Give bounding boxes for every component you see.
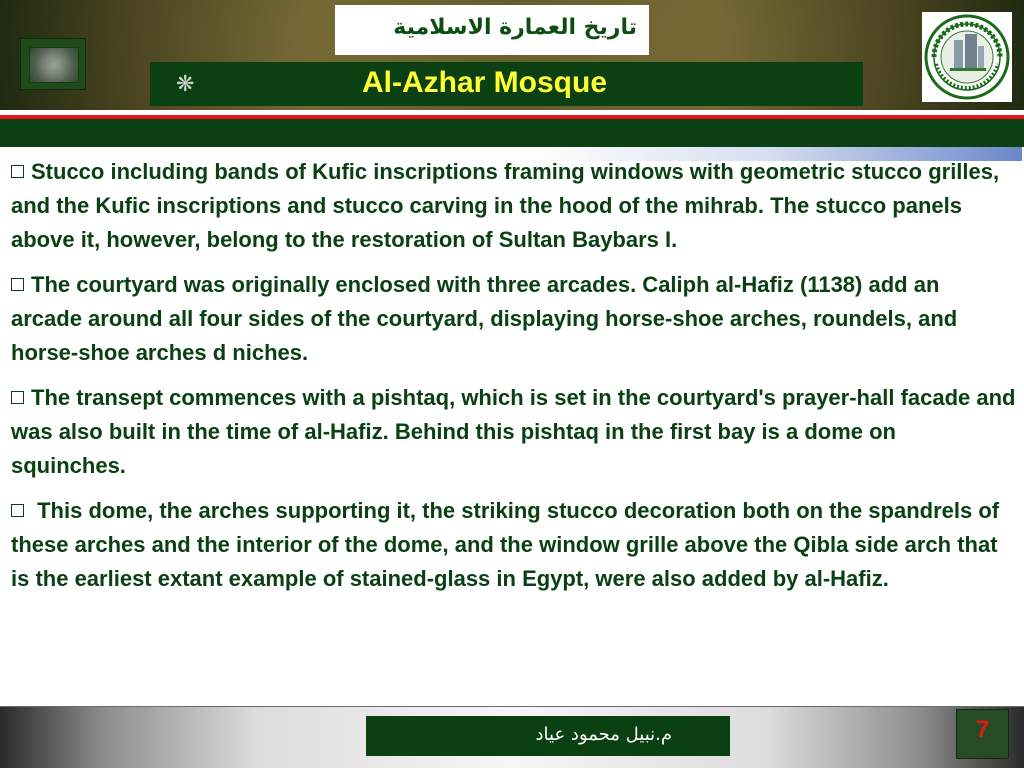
slide-footer — [0, 707, 1024, 768]
author-box — [366, 716, 730, 756]
nav-square-icon — [29, 47, 79, 83]
course-title-box — [335, 5, 649, 55]
nav-square-button[interactable] — [20, 38, 86, 90]
bullet-text: This dome, the arches supporting it, the striking stucco decoration both on the spandrels of these arches and the interior of the dome, and the window grille above the Qibla side arch that is the earliest extant example of stained-glass in Egypt, were also added by al-Hafiz. — [11, 498, 1000, 591]
course-title: تاريخ العمارة الاسلامية — [393, 15, 637, 40]
slide-header — [0, 0, 1024, 110]
bullet-text: The transept commences with a pishtaq, which is set in the courtyard's prayer-hall facade and was also built in the time of al-Hafiz. Behind this pishtaq in the first bay is a dome on squinches. — [11, 385, 1016, 478]
page-number-box[interactable] — [956, 709, 1009, 759]
header-dark-band — [0, 119, 1024, 147]
university-logo — [922, 12, 1012, 102]
bullet-item — [11, 381, 1016, 483]
title-bar — [150, 62, 863, 106]
star-icon: ❋ — [176, 72, 195, 97]
bullet-text: The courtyard was originally enclosed with three arcades. Caliph al-Hafiz (1138) add an arcade around all four sides of the courtyard, displaying horse-shoe arches, roundels, and horse-shoe arches d niches. — [11, 272, 958, 365]
checkbox-bullet-icon — [11, 278, 24, 291]
bullet-text: Stucco including bands of Kufic inscriptions framing windows with geometric stucco grilles, and the Kufic inscriptions and stucco carving in the hood of the mihrab. The stucco panels above it, however, belong to the restoration of Sultan Baybars I. — [11, 159, 1000, 252]
bullet-item — [11, 155, 1016, 257]
slide-content — [11, 155, 1016, 607]
bullet-item — [11, 494, 1016, 596]
author-name: م.نبيل محمود عياد — [535, 724, 672, 745]
checkbox-bullet-icon — [11, 165, 24, 178]
university-seal-icon — [922, 12, 1012, 102]
checkbox-bullet-icon — [11, 504, 24, 517]
page-number: 7 — [975, 716, 990, 743]
bullet-item — [11, 268, 1016, 370]
checkbox-bullet-icon — [11, 391, 24, 404]
slide-title: Al-Azhar Mosque — [362, 66, 608, 99]
